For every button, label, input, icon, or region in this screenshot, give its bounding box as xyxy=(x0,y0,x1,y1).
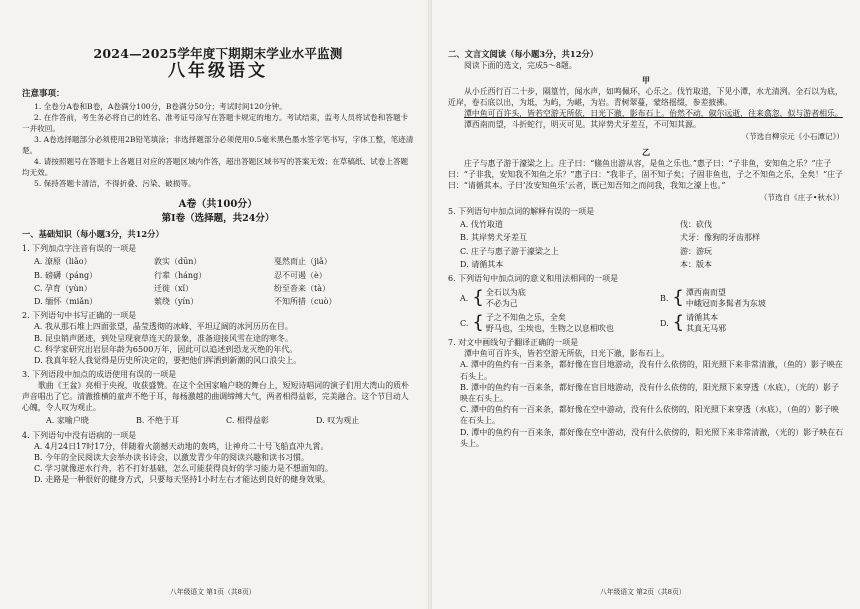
option: C. 相得益彰 xyxy=(226,416,269,426)
notice-item: 1. 全卷分A卷和B卷，A卷满分100分，B卷满分50分；考试时间120分钟。 xyxy=(34,101,287,111)
option-cell: A. 潦原（liǎo） xyxy=(34,257,92,267)
option: B. 昆虫销声匿迹，到处呈现衰草连天的景象，准备迎接风雪在途的寒冬。 xyxy=(34,333,293,343)
question-stem: 5. 下列语句中加点词的解释有误的一项是 xyxy=(448,207,595,217)
passage-paragraph: 潭西南而望，斗折蛇行，明灭可见。其岸势犬牙差互，不可知其源。 xyxy=(464,120,701,130)
option-line: 中峨冠而多髯者为东坡 xyxy=(685,299,766,309)
option: A. 4月24日17时17分，伴随着火箭撼天动地的轰鸣，让神舟二十号飞船直冲九霄。 xyxy=(34,441,329,451)
option-cell: 游：游玩 xyxy=(680,246,712,256)
option-line: 潭西南而望 xyxy=(685,288,726,298)
passage-paragraph: 从小丘西行百二十步，隔篁竹，闻水声，如鸣佩环，心乐之。伐竹取道，下见小潭，水尤清洌。全石以为底，近岸，卷石底以出，为坻，为屿，为嵁，为岩。青树翠蔓，蒙络摇缀，参差披拂。 xyxy=(448,87,843,108)
option-line: 请循其本 xyxy=(686,313,719,323)
option: D. 潭中的鱼约有一百来条，都好像在空中游动，没有什么依傍的，阳光照下来非常清澈，（光的）影子映在石头上。 xyxy=(460,427,844,448)
option-pair xyxy=(460,287,660,309)
volume-a-heading: A卷（共100分） xyxy=(178,198,258,210)
option: B. 潭中的鱼约有一百来条，都好像在盲目地游动，没有什么依傍的，阳光照下来穿透（水底），（光的）影子映在石头上。 xyxy=(460,382,839,404)
option-pair xyxy=(460,312,660,334)
question-stem: 4. 下列语句中没有语病的一项是 xyxy=(22,430,137,440)
option-cell: 戛然而止（jiǎ） xyxy=(274,257,332,267)
volume-1-heading: 第Ⅰ卷（选择题，共24分） xyxy=(161,212,275,224)
option-cell: C. 庄子与惠子游于濠梁之上 xyxy=(460,246,559,256)
option-cell: 纷至沓来（tà） xyxy=(274,283,330,293)
option: A. 潭中的鱼约有一百来条，都好像在盲目地游动，没有什么依傍的，阳光照下来非常清澈，（鱼的）影子映在石头上。 xyxy=(460,360,843,381)
option-cell: D. 缅怀（miǎn） xyxy=(34,297,98,307)
option-label: B. xyxy=(660,293,669,303)
option: A. 我从那石堆上四面张望，晶莹透彻的冰峰、平坦辽阔的冰河历历在目。 xyxy=(34,322,293,332)
question-stem: 6. 下列语句中加点词的意义和用法相同的一项是 xyxy=(448,274,619,284)
option: C. 潭中的鱼约有一百来条，都好像在空中游动，没有什么依傍的，阳光照下来穿透（水底），（鱼的）影子映在石头上。 xyxy=(460,405,839,426)
question-7 xyxy=(448,337,844,449)
question-passage: 歌曲《王盆》亮相于央视，收获盛赞。在这个全国家喻户晓的舞台上，短短诗唱词的演子们用大湾山的质朴声音唱出了它。清澈推横的童声不绝于耳，每杨激越的曲调缔缚大气，两者相得益彰，完美融合。这个节目动人心魄，令人叹为观止。 xyxy=(22,381,409,413)
question-stem: 3. 下列语段中加点的成语使用有误的一项是 xyxy=(22,370,177,380)
option: D. 我真年轻人我觉得是历史所决定的，要把他们挥洒到新潮的风口浪尖上。 xyxy=(34,356,302,366)
notice-item: 3. A卷选择题部分必须使用2B铅笔填涂；非选择题部分必须使用0.5毫米黑色墨水签字笔书写，字体工整，笔迹清楚。 xyxy=(22,134,414,155)
option: B. 不绝于耳 xyxy=(136,416,179,426)
option-cell: 敦实（dūn） xyxy=(154,257,202,267)
option-pair xyxy=(660,287,850,309)
question-3 xyxy=(22,369,414,426)
option-line: 其真无马邪 xyxy=(686,324,727,334)
question-options xyxy=(448,287,844,309)
passage-jia-heading: 甲 xyxy=(642,75,650,86)
passage-source: （节选自柳宗元《小石潭记》） xyxy=(741,132,844,142)
option-label: A. xyxy=(460,293,469,303)
option-label: D. xyxy=(660,318,669,328)
option-cell: 本：版本 xyxy=(680,259,712,269)
option-line: 全石以为底 xyxy=(485,288,526,298)
notice-list xyxy=(22,101,414,189)
question-5 xyxy=(448,206,844,270)
question-options xyxy=(448,219,844,270)
option-label: C. xyxy=(460,318,469,328)
exam-title: 2024—2025学年度下期期末学业水平监测 xyxy=(93,46,343,61)
question-4 xyxy=(22,430,414,486)
question-stem: 2. 下列语句中书写正确的一项是 xyxy=(22,311,137,321)
notice-item: 4. 请按照题号在答题卡上各题目对应的答题区域内作答，超出答题区域书写的答案无效；在草稿纸、试卷上答题均无效。 xyxy=(22,156,409,177)
left-page xyxy=(22,40,414,486)
option-cell: 不知所措（cuò） xyxy=(274,297,337,307)
passage-yi-heading: 乙 xyxy=(642,146,650,157)
brace-icon: { xyxy=(672,287,684,309)
subject-title: 八年级语文 xyxy=(168,61,268,82)
passage-source: （节选自《庄子•秋水》） xyxy=(759,192,844,202)
notice-item: 2. 在作答前，考生务必将自己的姓名、准考证号涂写在答题卡规定的地方。考试结束，监考人员将试卷和答题卡一并收回。 xyxy=(22,112,409,133)
option: D. 叹为观止 xyxy=(316,416,360,426)
page-footer: 八年级语文 第2页（共8页） xyxy=(600,588,686,596)
question-options xyxy=(22,256,414,307)
section-1-heading: 一、基础知识（每小题3分，共12分） xyxy=(22,229,164,240)
question-2 xyxy=(22,310,414,366)
question-stem: 1. 下列加点字注音有误的一项是 xyxy=(22,244,137,254)
reading-instruction: 阅读下面的选文，完成5～8题。 xyxy=(464,61,577,71)
option-cell: B. 磅礴（páng） xyxy=(34,270,98,280)
option-line: 不必为己 xyxy=(485,299,518,309)
option-cell: 萦绕（yín） xyxy=(154,297,199,307)
option: C. 科学家研究出岩层年龄为6500万年，因此可以追述到恐龙灭绝的年代。 xyxy=(34,344,298,354)
option-line: 野马也，尘埃也，生物之以息相吹也 xyxy=(485,324,614,334)
notice-heading: 注意事项： xyxy=(22,89,65,100)
option-cell: 行辈（háng） xyxy=(154,270,207,280)
question-1 xyxy=(22,243,414,307)
question-6 xyxy=(448,273,844,334)
option-cell: 忍不可遏（è） xyxy=(274,270,327,280)
brace-icon: { xyxy=(472,312,484,334)
question-quote: 潭中鱼可百许头，皆若空游无所依，日光下澈，影布石上。 xyxy=(464,349,670,359)
option: D. 走路是一种很好的健身方式，只要每天坚持1小时左右才能达到良好的健身效果。 xyxy=(34,475,331,485)
option-cell: D. 请循其本 xyxy=(460,259,504,269)
option: C. 学习就像逆水行舟，若不打好基础，怎么可能获得良好的学习能力是不想面知的。 xyxy=(34,464,333,474)
option-cell: 迁徙（xǐ） xyxy=(154,283,194,293)
passage-paragraph: 庄子与惠子游于濠梁之上。庄子曰：“鯈鱼出游从容，是鱼之乐也。”惠子曰：“子非鱼，安知鱼之乐？”庄子曰：“子非我，安知我不知鱼之乐？”惠子曰：“我非子，固不知子矣；子固非鱼也，子之不知鱼之乐，全矣！”庄子曰：“请循其本。子曰‘汝安知鱼乐’云者，既已知吾知之而问我，我知之濠上也。” xyxy=(448,158,843,190)
page-footer: 八年级语文 第1页（共8页） xyxy=(170,588,256,596)
option-pair xyxy=(660,312,850,334)
option-line: 子之不知鱼之乐，全矣 xyxy=(485,313,566,323)
page-fold xyxy=(428,0,432,609)
section-2-heading: 二、文言文阅读（每小题3分，共12分） xyxy=(448,49,599,59)
question-options xyxy=(448,312,844,334)
option-cell: A. 伐竹取道 xyxy=(460,220,503,230)
notice-item: 5. 保持答题卡清洁，不得折叠、污染、破损等。 xyxy=(34,178,196,188)
brace-icon: { xyxy=(672,312,685,334)
right-page xyxy=(448,44,844,449)
question-options xyxy=(22,415,414,426)
option-cell: 犬牙：像狗的牙齿那样 xyxy=(680,233,760,243)
passage-paragraph-underlined: 潭中鱼可百许头，皆若空游无所依，日光下澈，影布石上。佁然不动，俶尔远逝，往来翕忽，似与游者相乐。 xyxy=(464,109,843,119)
option: B. 今年的全民阅读大会举办读书诗会，以激发青少年的阅读兴趣和读书习惯。 xyxy=(34,453,309,463)
option-cell: C. 孕育（yùn） xyxy=(34,283,92,293)
question-stem: 7. 对文中画线句子翻译正确的一项是 xyxy=(448,338,579,348)
option-cell: B. 其岸势犬牙差互 xyxy=(460,233,527,243)
option: A. 家喻户晓 xyxy=(46,416,89,426)
brace-icon: { xyxy=(472,287,484,309)
option-cell: 伐：砍伐 xyxy=(680,220,712,230)
